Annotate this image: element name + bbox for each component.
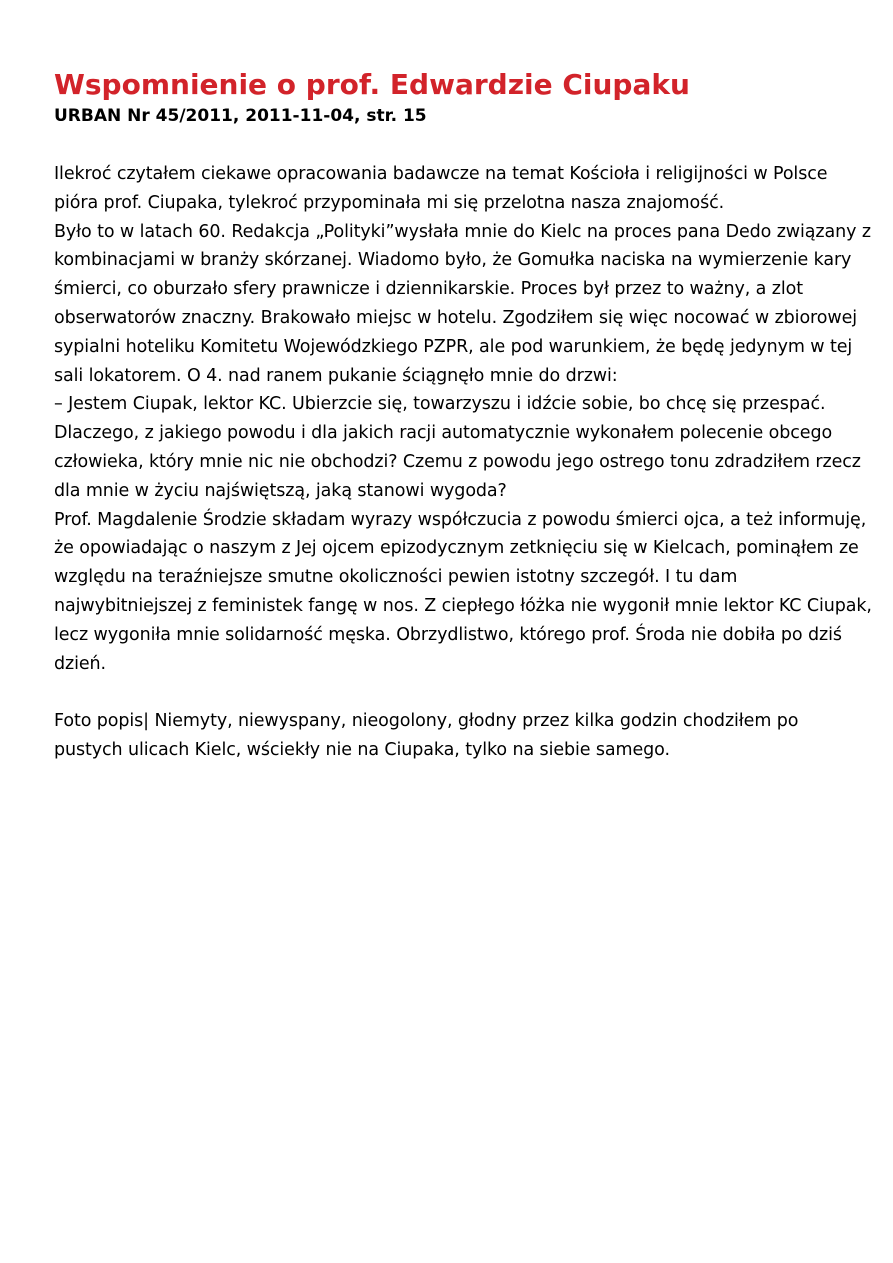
paragraph: – Jestem Ciupak, lektor KC. Ubierzcie się, towarzyszu i idźcie sobie, bo chcę się przespać. xyxy=(54,394,826,415)
photo-caption: Foto popis| Niemyty, niewyspany, nieogolony, głodny przez kilka godzin chodziłem po pustych ulicach Kielc, wściekły nie na Ciupaka, tylko na siebie samego. xyxy=(54,711,799,760)
paragraph: Dlaczego, z jakiego powodu i dla jakich racji automatycznie wykonałem polecenie obcego człowieka, który mnie nic nie obchodzi? Czemu z powodu jego ostrego tonu zdradziłem rzecz dla mnie w życiu najświętszą, jaką stanowi wygoda? xyxy=(54,423,861,501)
article-body xyxy=(54,160,872,678)
article-source: URBAN Nr 45/2011, 2011-11-04, str. 15 xyxy=(54,106,427,126)
paragraph: Ilekroć czytałem ciekawe opracowania badawcze na temat Kościoła i religijności w Polsce pióra prof. Ciupaka, tylekroć przypominała mi się przelotna nasza znajomość. xyxy=(54,164,828,213)
article xyxy=(54,66,872,782)
paragraph: Było to w latach 60. Redakcja „Polityki”wysłała mnie do Kielc na proces pana Dedo związany z kombinacjami w branży skórzanej. Wiadomo było, że Gomułka naciska na wymierzenie kary śmierci, co oburzało sfery prawnicze i dziennikarskie. Proces był przez to ważny, a zlot obserwatorów znaczny. Brakowało miejsc w hotelu. Zgodziłem się więc nocować w zbiorowej sypialni hoteliku Komitetu Wojewódzkiego PZPR, ale pod warunkiem, że będę jedynym w tej sali lokatorem. O 4. nad ranem pukanie ściągnęło mnie do drzwi: xyxy=(54,221,871,386)
article-title: Wspomnienie o prof. Edwardzie Ciupaku xyxy=(54,68,690,101)
paragraph: Prof. Magdalenie Środzie składam wyrazy współczucia z powodu śmierci ojca, a też informuję, że opowiadając o naszym z Jej ojcem epizodycznym zetknięciu się w Kielcach, pominąłem ze względu na teraźniejsze smutne okoliczności pewien istotny szczegół. I tu dam najwybitniejszej z feministek fangę w nos. Z ciepłego łóżka nie wygonił mnie lektor KC Ciupak, lecz wygoniła mnie solidarność męska. Obrzydlistwo, którego prof. Środa nie dobiła po dziś dzień. xyxy=(54,509,872,674)
